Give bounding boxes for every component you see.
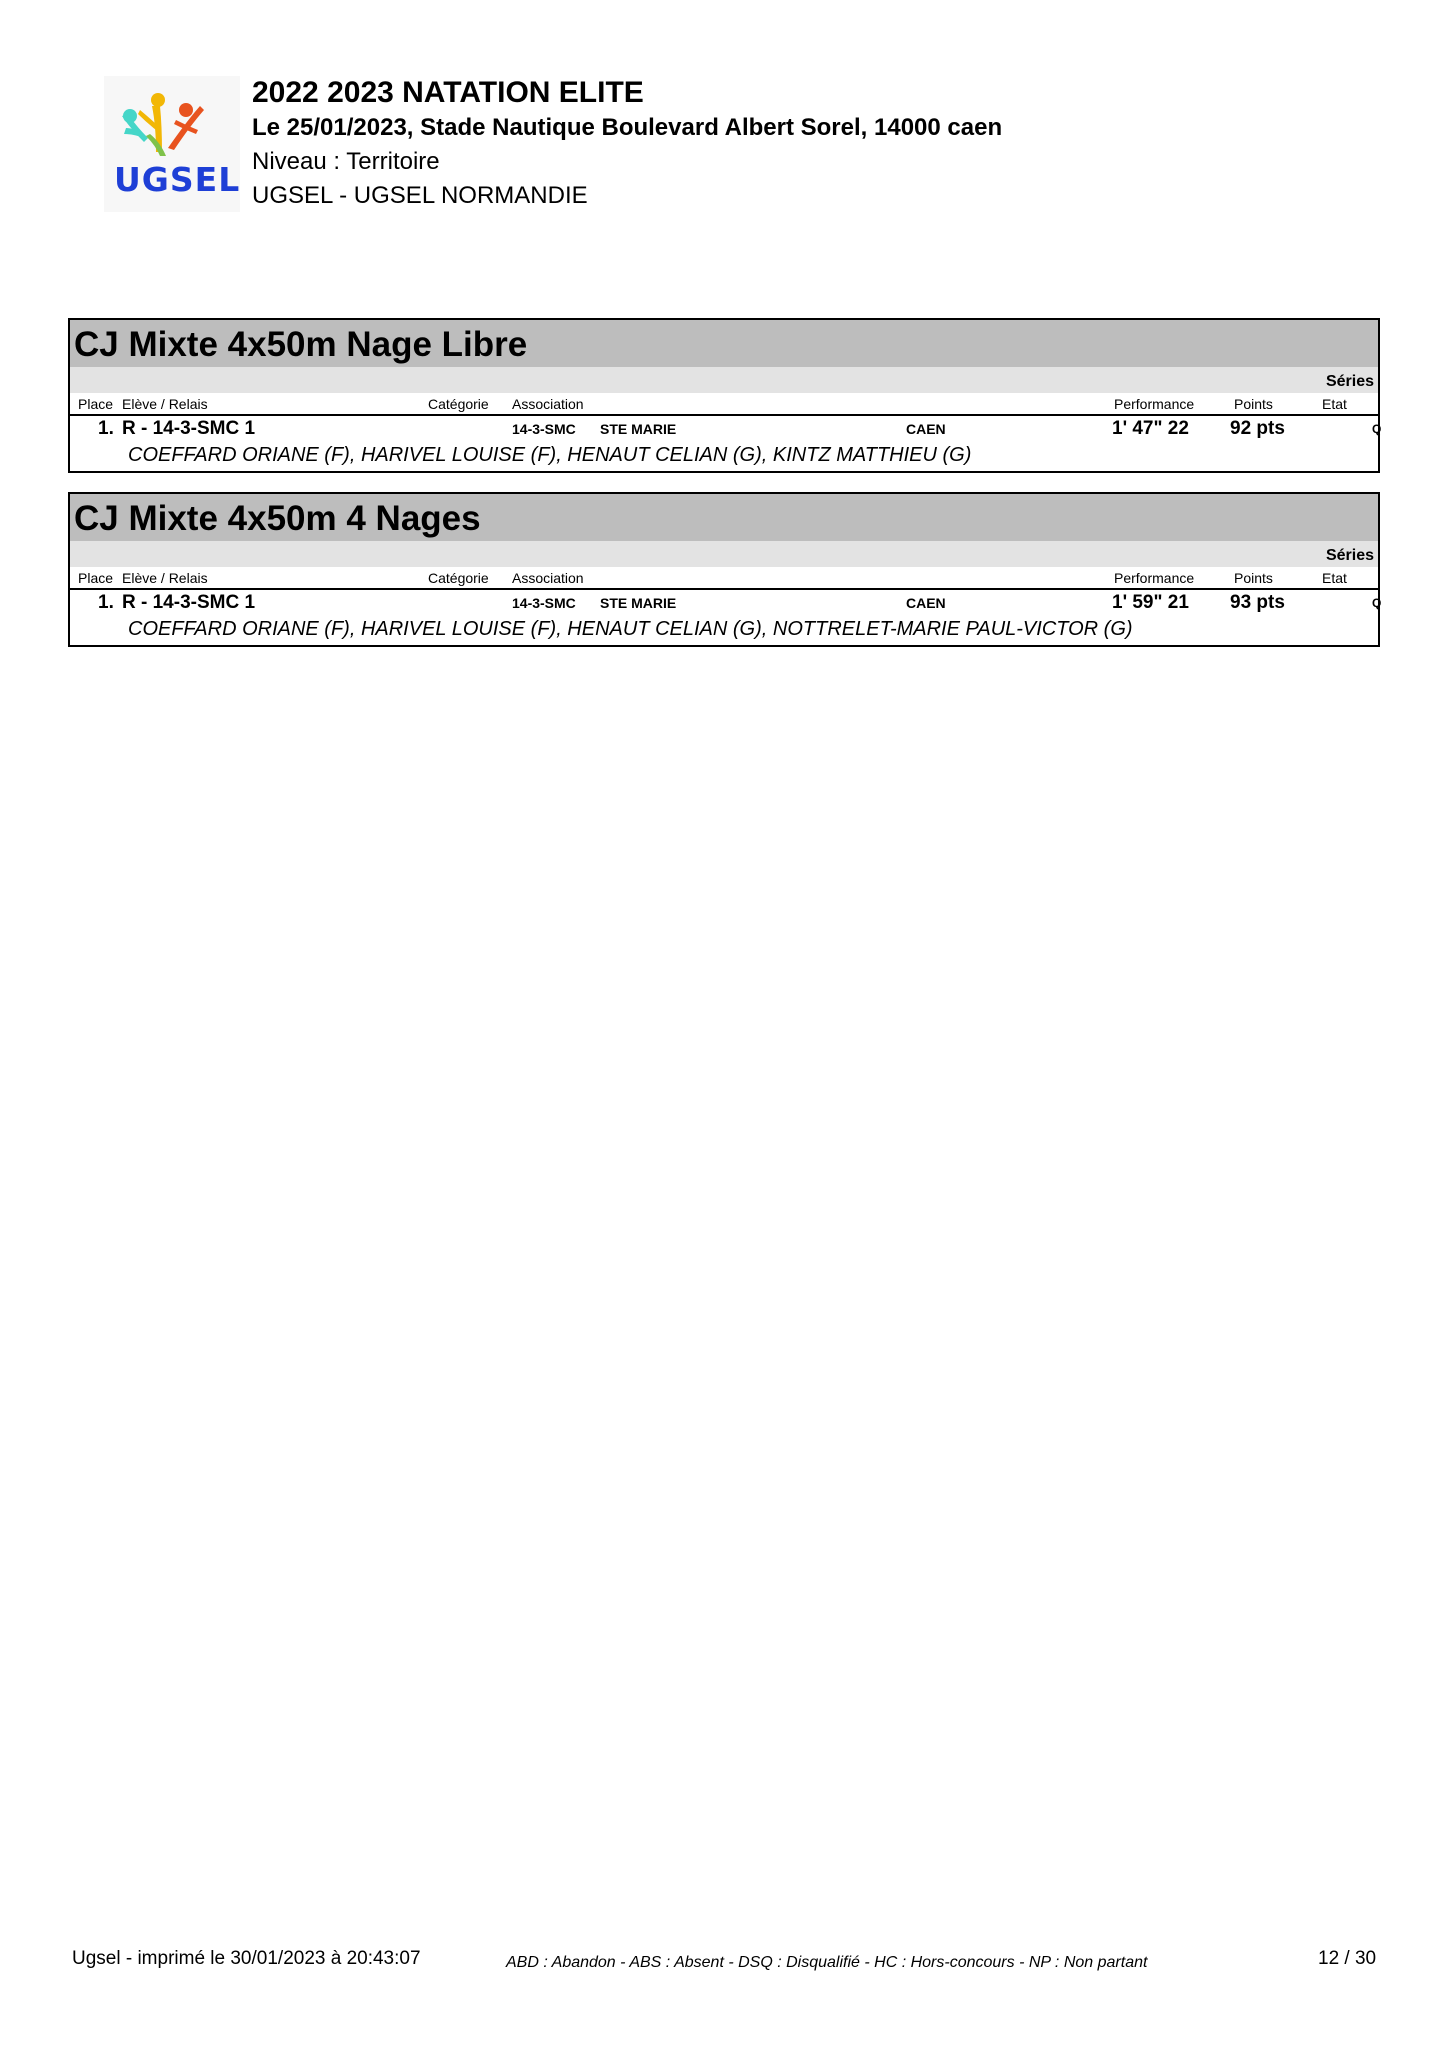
col-status: Etat xyxy=(1322,396,1347,412)
competition-title: 2022 2023 NATATION ELITE xyxy=(252,76,644,109)
result-status: Q xyxy=(1372,422,1382,436)
relay-members-line xyxy=(70,615,1378,645)
result-performance: 1' 47" 22 xyxy=(1112,418,1189,439)
col-performance: Performance xyxy=(1114,396,1195,412)
event-round: Séries xyxy=(70,541,1378,567)
result-relay: R - 14-3-SMC 1 xyxy=(122,592,256,613)
col-athlete: Elève / Relais xyxy=(122,570,208,586)
ugsel-logo xyxy=(104,76,240,212)
competition-date-venue: Le 25/01/2023, Stade Nautique Boulevard Albert Sorel, 14000 caen xyxy=(252,114,1003,141)
event-block xyxy=(68,318,1380,473)
page-header xyxy=(104,74,1304,214)
column-headers xyxy=(70,567,1378,590)
result-school: STE MARIE xyxy=(600,421,677,437)
column-headers xyxy=(70,393,1378,416)
relay-members-line xyxy=(70,441,1378,471)
result-status: Q xyxy=(1372,596,1382,610)
result-school: STE MARIE xyxy=(600,595,677,611)
abbreviation-legend: ABD : Abandon - ABS : Absent - DSQ : Disqualifié - HC : Hors-concours - NP : Non partant xyxy=(506,1954,1148,1971)
event-title: CJ Mixte 4x50m Nage Libre xyxy=(70,320,1378,367)
col-association: Association xyxy=(512,570,584,586)
col-place: Place xyxy=(78,396,114,412)
col-points: Points xyxy=(1234,570,1273,586)
col-place: Place xyxy=(78,570,114,586)
result-association-code: 14-3-SMC xyxy=(512,421,576,437)
organizer: UGSEL - UGSEL NORMANDIE xyxy=(252,182,588,209)
relay-members: COEFFARD ORIANE (F), HARIVEL LOUISE (F), HENAUT CELIAN (G), NOTTRELET-MARIE PAUL-VICTOR (G) xyxy=(128,618,1133,640)
result-row xyxy=(70,590,1382,615)
page-number: 12 / 30 xyxy=(1318,1948,1377,1969)
col-athlete: Elève / Relais xyxy=(122,396,208,412)
result-points: 93 pts xyxy=(1230,592,1285,613)
event-round: Séries xyxy=(70,367,1378,393)
col-association: Association xyxy=(512,396,584,412)
col-points: Points xyxy=(1234,396,1273,412)
result-place: 1. xyxy=(98,592,114,613)
col-performance: Performance xyxy=(1114,570,1195,586)
result-relay: R - 14-3-SMC 1 xyxy=(122,418,256,439)
relay-members: COEFFARD ORIANE (F), HARIVEL LOUISE (F), HENAUT CELIAN (G), KINTZ MATTHIEU (G) xyxy=(128,444,972,466)
competition-level: Niveau : Territoire xyxy=(252,148,440,175)
logo-text: UGSEL xyxy=(114,160,241,199)
print-info: Ugsel - imprimé le 30/01/2023 à 20:43:07 xyxy=(72,1948,421,1969)
result-city: CAEN xyxy=(906,595,946,611)
event-title: CJ Mixte 4x50m 4 Nages xyxy=(70,494,1378,541)
result-city: CAEN xyxy=(906,421,946,437)
result-place: 1. xyxy=(98,418,114,439)
result-points: 92 pts xyxy=(1230,418,1285,439)
event-block xyxy=(68,492,1380,647)
result-association-code: 14-3-SMC xyxy=(512,595,576,611)
logo-figures-icon xyxy=(122,93,204,156)
result-performance: 1' 59" 21 xyxy=(1112,592,1189,613)
col-status: Etat xyxy=(1322,570,1347,586)
result-row xyxy=(70,416,1382,441)
col-category: Catégorie xyxy=(428,396,489,412)
col-category: Catégorie xyxy=(428,570,489,586)
